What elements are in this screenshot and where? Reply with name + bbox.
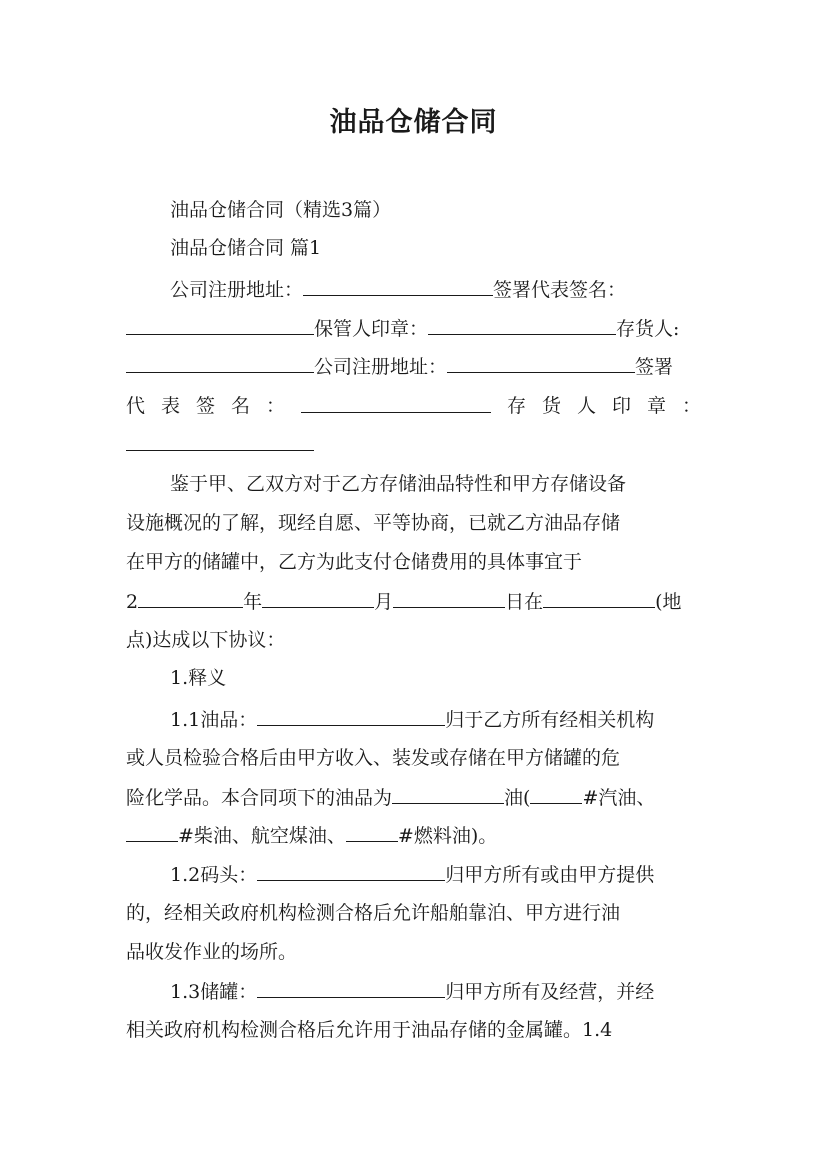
char: 人 (576, 395, 596, 417)
char: ： (266, 395, 286, 417)
blank-field[interactable] (346, 821, 398, 842)
month-label: 月 (374, 591, 394, 613)
def-text: #燃料油)。 (397, 825, 498, 847)
intro-line-4 (126, 587, 701, 615)
char: 表 (161, 395, 181, 417)
company-address-label: 公司注册地址： (170, 279, 304, 301)
section-heading: 油品仓储合同 篇1 (170, 237, 322, 259)
def-text: 险化学品。本合同项下的油品为 (126, 787, 393, 809)
def-text: #柴油、航空煤油、 (178, 825, 346, 847)
char: 代 (126, 395, 146, 417)
def-1-2-line-3: 品收发作业的场所。 (126, 941, 298, 963)
blank-field[interactable] (126, 430, 314, 451)
company-address-2-label: 公司注册地址： (314, 356, 448, 378)
depositor-label: 存货人: (616, 318, 680, 340)
place-blank[interactable] (543, 587, 655, 608)
party-line-1 (170, 275, 701, 303)
blank-field[interactable] (257, 705, 445, 726)
blank-field[interactable] (392, 783, 504, 804)
intro-line-3: 在甲方的储罐中，乙方为此支付仓储费用的具体事宜于 (126, 551, 583, 573)
day-label: 日在 (505, 591, 544, 613)
def-text: 归甲方所有或由甲方提供 (445, 864, 655, 886)
subtitle: 油品仓储合同（精选3篇） (170, 199, 392, 221)
blank-field[interactable] (257, 860, 445, 881)
def-1-2-line-1 (170, 860, 701, 888)
blank-field[interactable] (301, 392, 491, 413)
def-1-1-line-1 (170, 705, 701, 733)
blank-field[interactable] (126, 821, 178, 842)
sign-label-part: 签署 (635, 356, 674, 378)
party-line-4 (126, 392, 701, 420)
def-1-2-line-2: 的，经相关政府机构检测合格后允许船舶靠泊、甲方进行油 (126, 902, 621, 924)
blank-field[interactable] (126, 352, 314, 373)
def-label: 1.2码头： (170, 864, 258, 886)
day-blank[interactable] (393, 587, 505, 608)
document-title: 油品仓储合同 (329, 107, 498, 138)
def-1-1-line-2: 或人员检验合格后由甲方收入、装发或存储在甲方储罐的危 (126, 747, 621, 769)
char: 货 (541, 395, 561, 417)
def-1-3-line-2: 相关政府机构检测合格后允许用于油品存储的金属罐。1.4 (126, 1019, 613, 1041)
blank-field[interactable] (303, 275, 493, 296)
blank-field[interactable] (126, 314, 314, 335)
char: 章 (646, 395, 666, 417)
intro-line-5: 点)达成以下协议： (126, 629, 286, 651)
year-label: 年 (243, 591, 263, 613)
char: 名 (231, 395, 251, 417)
intro-line-2: 设施概况的了解，现经自愿、平等协商，已就乙方油品存储 (126, 512, 621, 534)
blank-field[interactable] (257, 977, 445, 998)
month-blank[interactable] (262, 587, 374, 608)
char: 印 (611, 395, 631, 417)
blank-field[interactable] (428, 314, 616, 335)
place-label: (地 (655, 591, 682, 613)
def-text: #汽油、 (582, 787, 656, 809)
def-1-1-line-4 (126, 821, 701, 849)
party-line-3 (126, 352, 701, 380)
def-label: 1.3储罐： (170, 981, 258, 1003)
signer-label: 签署代表签名： (493, 279, 627, 301)
year-blank[interactable] (138, 587, 243, 608)
blank-field[interactable] (447, 352, 635, 373)
def-text: 油( (504, 787, 531, 809)
section-1-heading: 1.释义 (170, 667, 227, 689)
def-1-1-line-3 (126, 783, 701, 811)
def-text: 归甲方所有及经营，并经 (445, 981, 655, 1003)
def-text: 归于乙方所有经相关机构 (445, 709, 655, 731)
intro-line-1: 鉴于甲、乙双方对于乙方存储油品特性和甲方存储设备 (170, 473, 627, 495)
def-label: 1.1油品： (170, 709, 258, 731)
blank-field[interactable] (530, 783, 582, 804)
char: 签 (196, 395, 216, 417)
char: ： (681, 395, 701, 417)
party-line-2 (126, 314, 701, 342)
def-1-3-line-1 (170, 977, 701, 1005)
keeper-seal-label: 保管人印章： (314, 318, 429, 340)
party-line-5 (126, 430, 701, 458)
year-prefix: 2 (126, 591, 139, 613)
char: 存 (506, 395, 526, 417)
